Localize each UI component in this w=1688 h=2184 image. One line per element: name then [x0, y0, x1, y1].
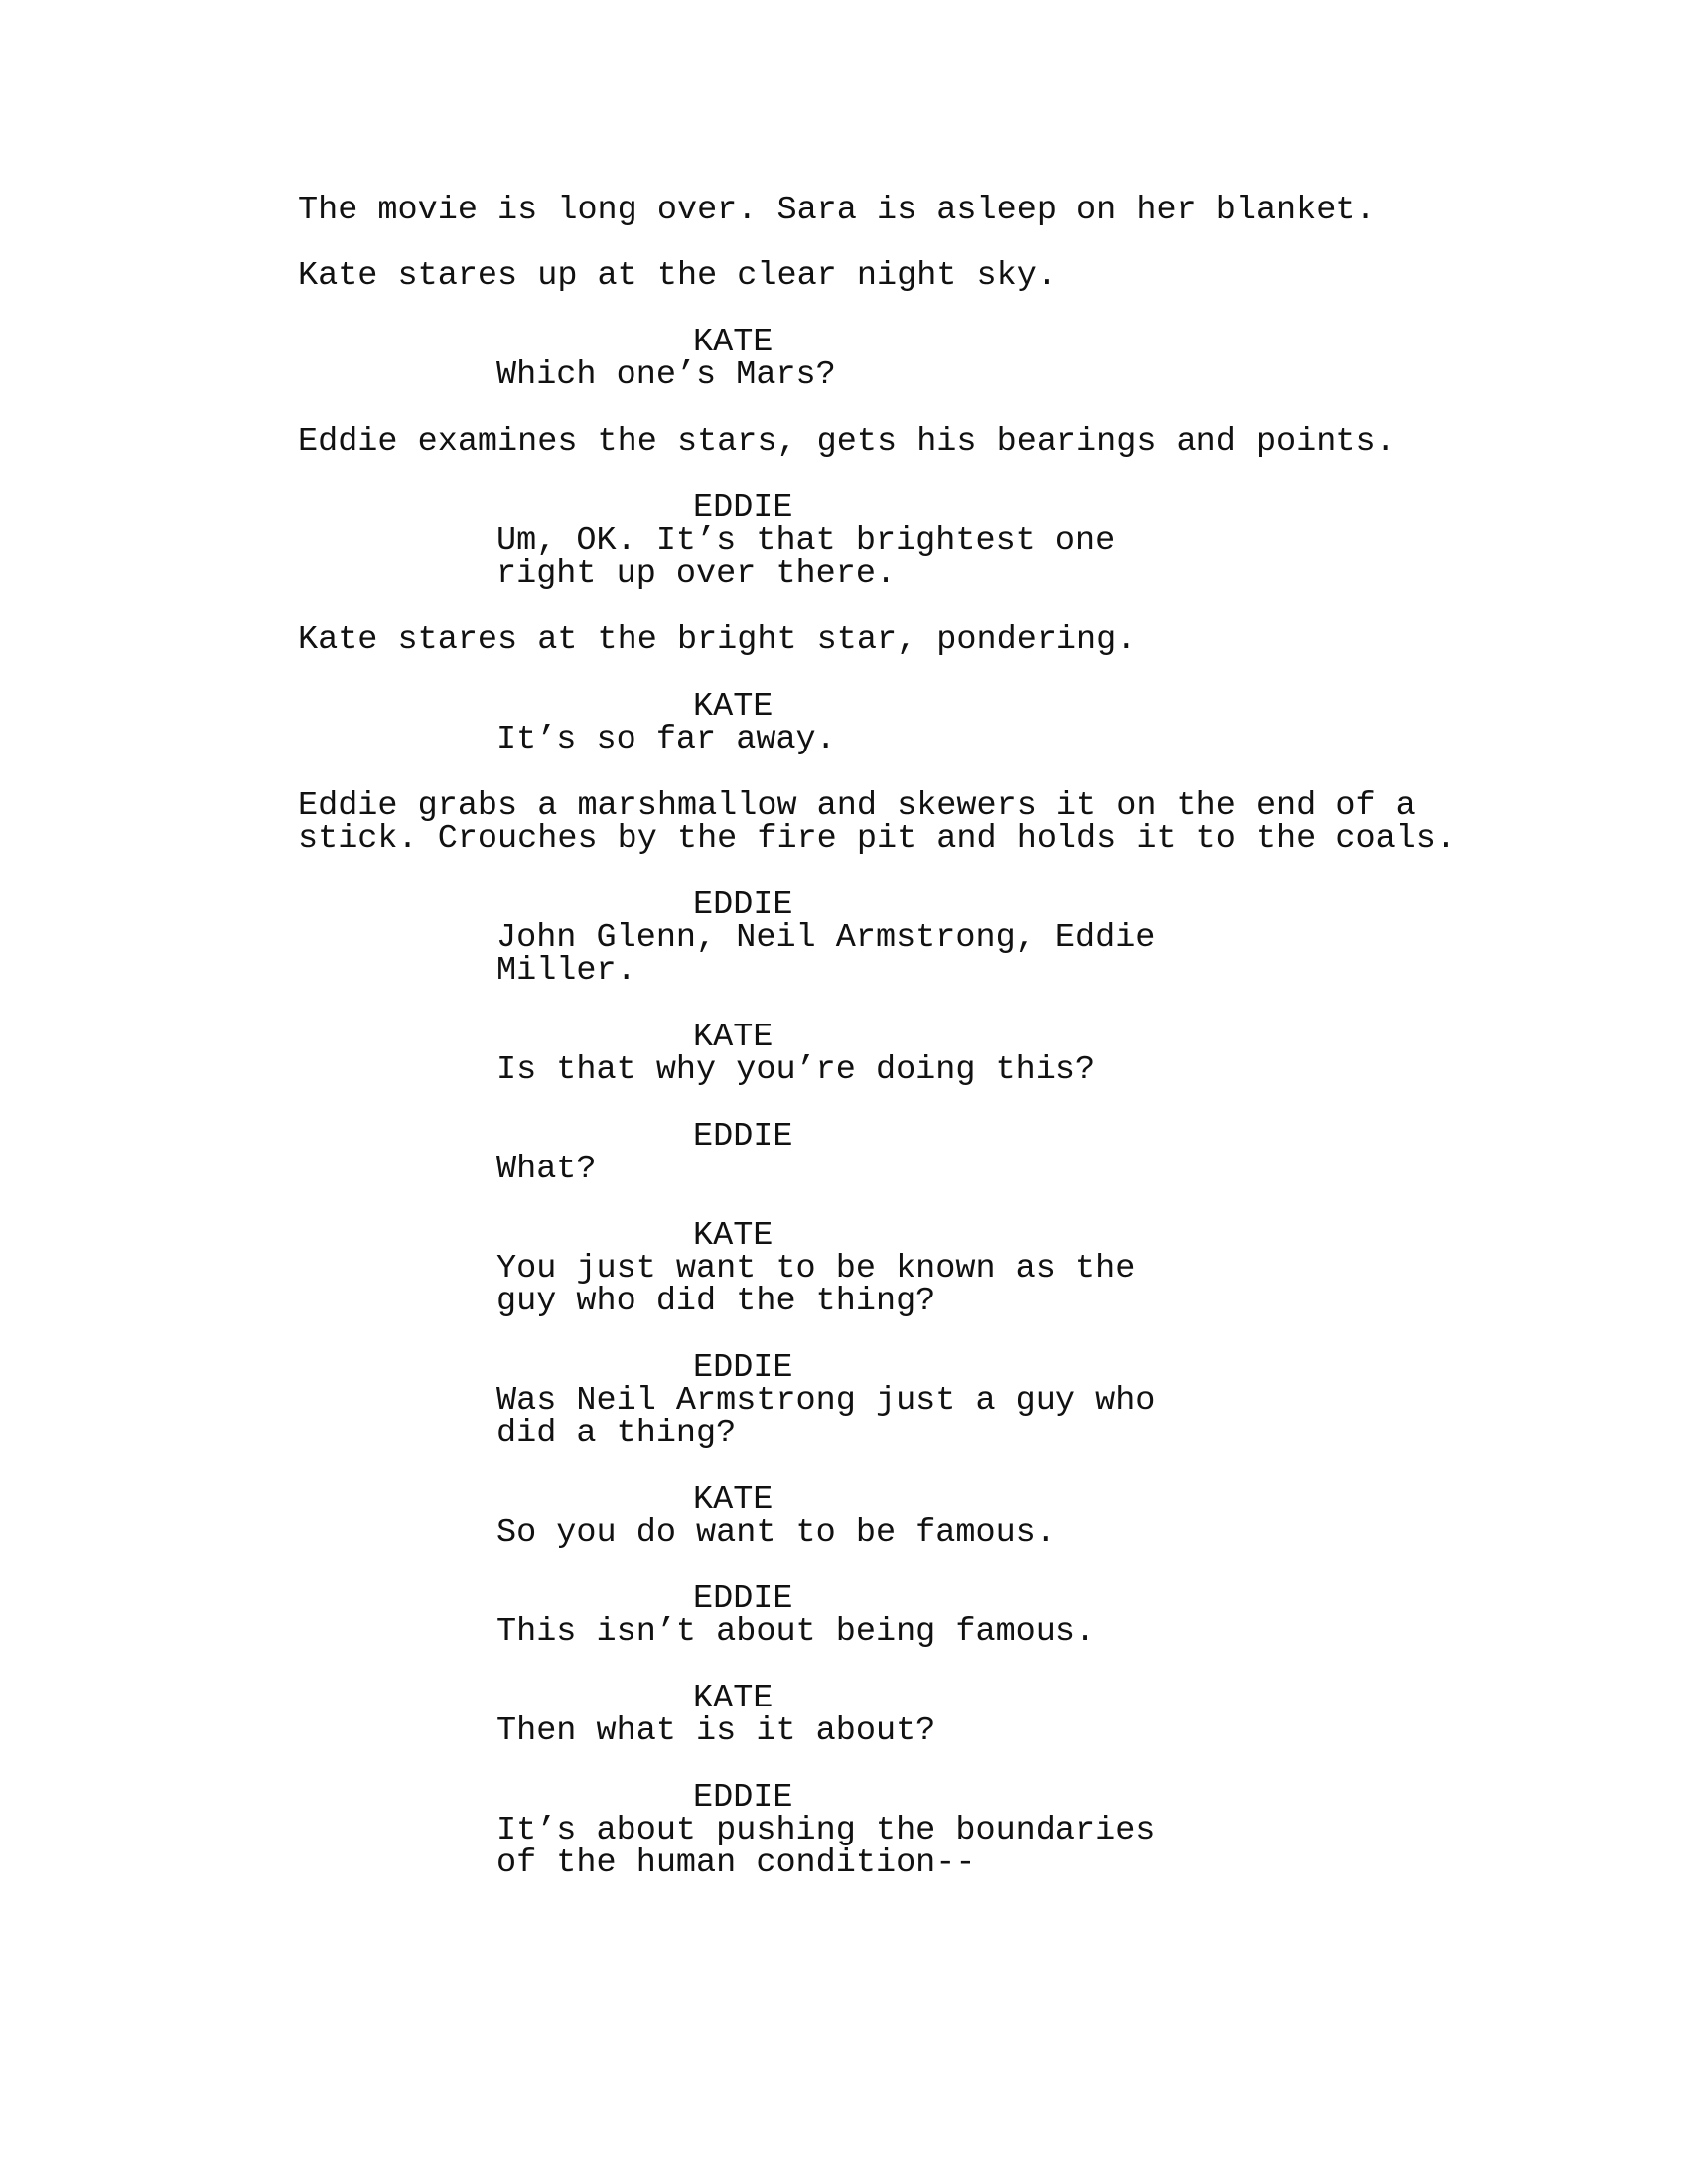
action-line: Kate stares at the bright star, pondering.: [298, 621, 1137, 659]
dialogue-line: So you do want to be famous.: [496, 1514, 1055, 1552]
dialogue-line: of the human condition--: [496, 1844, 976, 1882]
action-line: Eddie examines the stars, gets his bearings and points.: [298, 423, 1396, 461]
character-name: KATE: [693, 688, 774, 726]
dialogue-line: did a thing?: [496, 1415, 737, 1452]
character-name: KATE: [693, 1019, 774, 1056]
character-name: EDDIE: [693, 1580, 793, 1618]
dialogue-line: right up over there.: [496, 555, 897, 593]
character-name: EDDIE: [693, 1349, 793, 1387]
action-line: stick. Crouches by the fire pit and holds it to the coals.: [298, 820, 1456, 858]
character-name: KATE: [693, 1481, 774, 1519]
dialogue-line: This isn’t about being famous.: [496, 1613, 1096, 1651]
dialogue-line: Is that why you’re doing this?: [496, 1051, 1096, 1089]
character-name: EDDIE: [693, 489, 793, 527]
dialogue-line: What?: [496, 1151, 597, 1188]
character-name: EDDIE: [693, 1779, 793, 1817]
character-name: KATE: [693, 324, 774, 361]
action-line: The movie is long over. Sara is asleep on her blanket.: [298, 192, 1376, 229]
dialogue-line: You just want to be known as the: [496, 1250, 1136, 1288]
action-line: Kate stares up at the clear night sky.: [298, 257, 1056, 295]
dialogue-line: Then what is it about?: [496, 1712, 936, 1750]
dialogue-line: Miller.: [496, 952, 636, 990]
dialogue-line: Was Neil Armstrong just a guy who: [496, 1382, 1156, 1420]
character-name: KATE: [693, 1217, 774, 1255]
dialogue-line: It’s about pushing the boundaries: [496, 1812, 1156, 1849]
dialogue-line: It’s so far away.: [496, 721, 836, 758]
dialogue-line: guy who did the thing?: [496, 1283, 936, 1320]
character-name: EDDIE: [693, 887, 793, 924]
dialogue-line: John Glenn, Neil Armstrong, Eddie: [496, 919, 1156, 957]
character-name: KATE: [693, 1680, 774, 1717]
action-line: Eddie grabs a marshmallow and skewers it on the end of a: [298, 787, 1416, 825]
dialogue-line: Which one’s Mars?: [496, 356, 836, 394]
character-name: EDDIE: [693, 1118, 793, 1156]
dialogue-line: Um, OK. It’s that brightest one: [496, 522, 1116, 560]
